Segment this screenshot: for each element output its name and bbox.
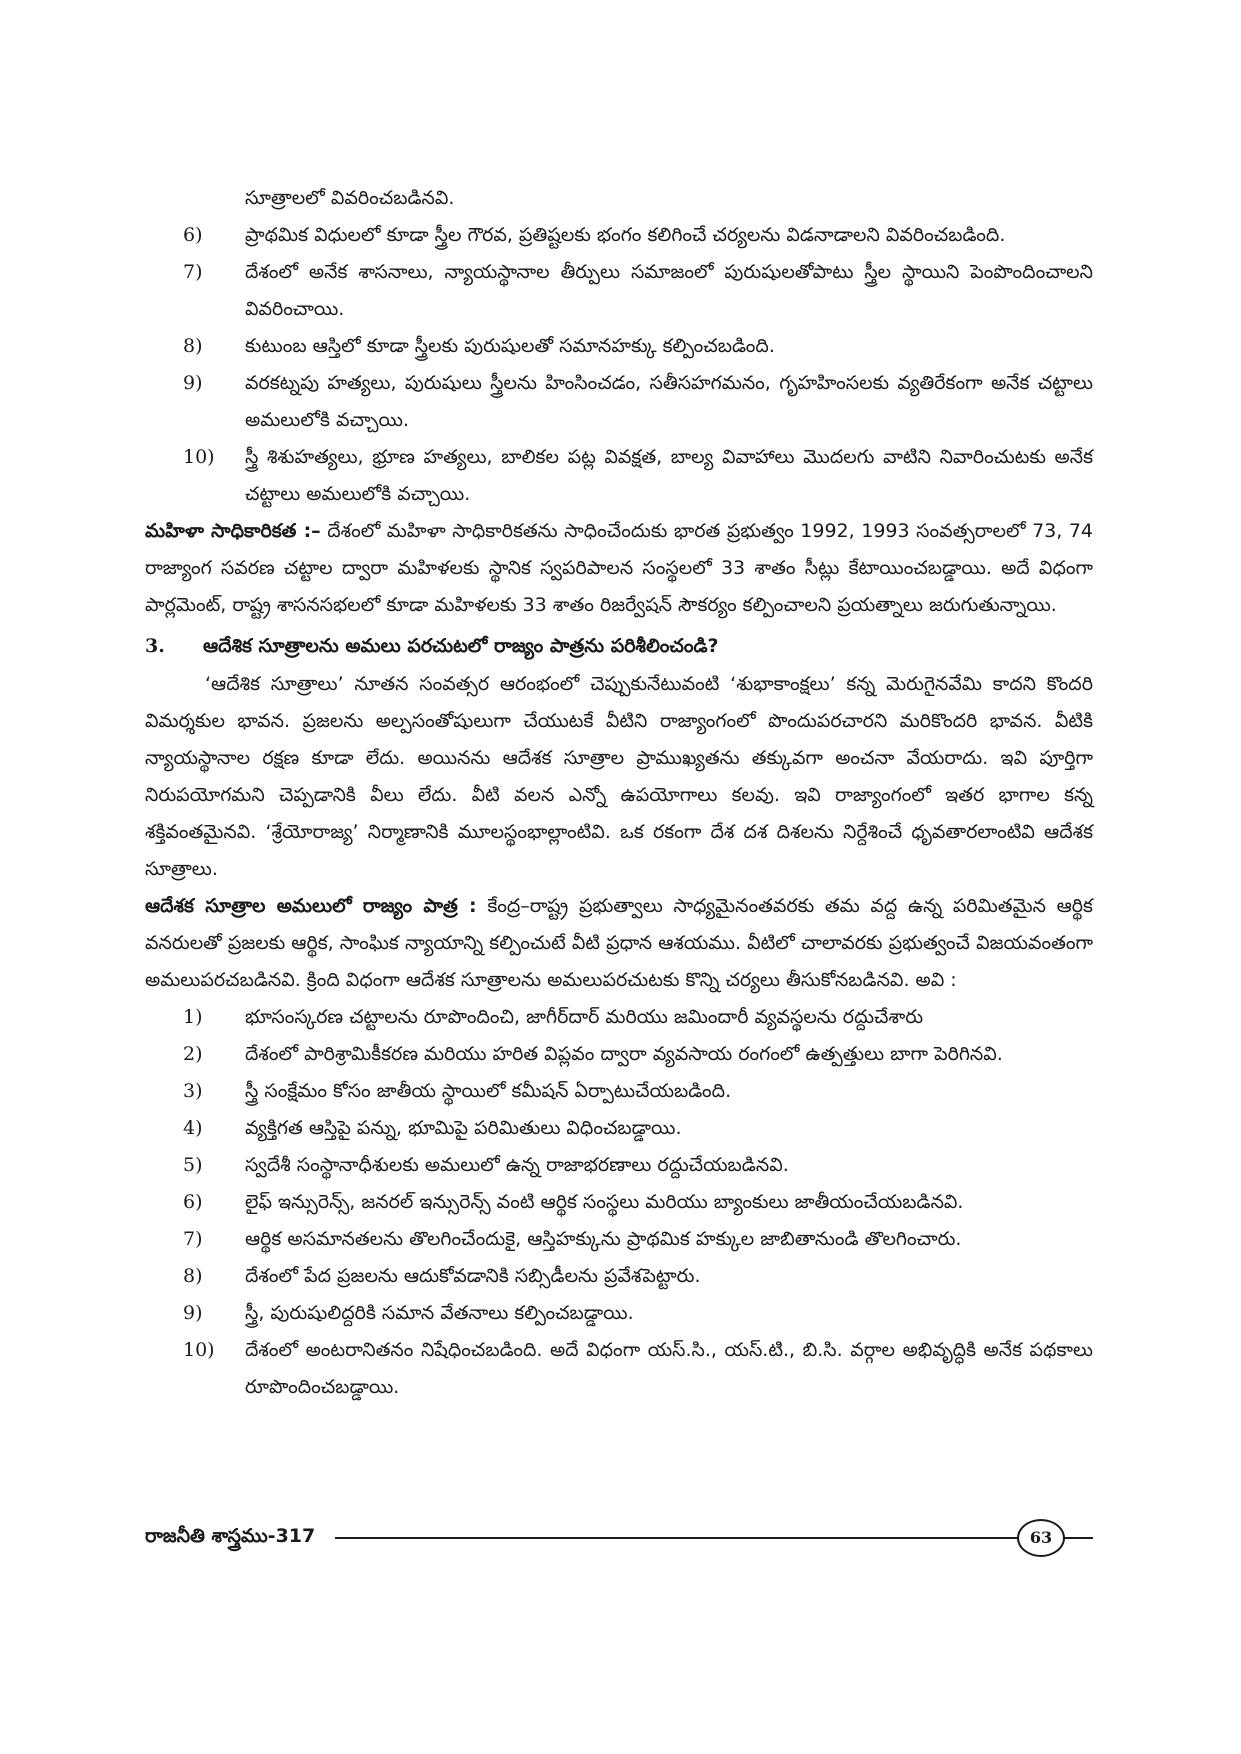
answer-paragraph: ‘ఆదేశిక సూత్రాలు’ నూతన సంవత్సర ఆరంభంలో చెప్పుకునేటువంటి ‘శుభాకాంక్షలు’ కన్న మెరుగైనవేమి కాదని కొందరి విమర్శకుల భావన. ప్రజలను అల్పసంతోషులుగా చేయుటకే వీటిని రాజ్యాంగంలో పొందుపరచారని మరికొందరి భావన. వీటికి న్యాయస్థానాల రక్షణ కూడా లేదు. అయినను ఆదేశక సూత్రాల ప్రాముఖ్యతను తక్కువగా అంచనా వేయరాదు. ఇవి పూర్తిగా నిరుపయోగమని చెప్పడానికి వీలు లేదు. వీటి వలన ఎన్నో ఉపయోగాలు కలవు. ఇవి రాజ్యాంగంలో ఇతర భాగాల కన్న శక్తివంతమైనవి. ‘శ్రేయోరాజ్య’ నిర్మాణానికి మూలస్థంభాల్లాంటివి. ఒక రకంగా దేశ దశ దిశలను నిర్దేశించే ధృవతారలాంటివి ఆదేశక సూత్రాలు.: [145, 673, 1093, 880]
list-item: [145, 1184, 1093, 1221]
list-item: [145, 1036, 1093, 1073]
item-text: ఆర్థిక అసమానతలను తొలగించేందుకై, ఆస్తిహక్కును ప్రాథమిక హక్కుల జాబితానుండి తొలగించారు.: [245, 1228, 962, 1250]
item-text: స్వదేశీ సంస్థానాధీశులకు అమలులో ఉన్న రాజాభరణాలు రద్దుచేయబడినవి.: [245, 1154, 789, 1176]
item-number: 8): [183, 335, 203, 357]
item-number: 2): [183, 1043, 203, 1065]
item-text: దేశంలో పేద ప్రజలను ఆదుకోవడానికి సబ్సిడీలను ప్రవేశపెట్టారు.: [245, 1265, 701, 1287]
item-number: 7): [183, 1228, 203, 1250]
role-text: కేంద్ర–రాష్ట్ర ప్రభుత్వాలు సాధ్యమైనంతవరకు తమ వద్ద ఉన్న పరిమితమైన ఆర్థిక వనరులతో ప్రజలకు ఆర్థిక, సాంఘిక న్యాయాన్ని కల్పించుటే వీటి ప్రధాన ఆశయము. వీటిలో చాలావరకు ప్రభుత్వంచే విజయవంతంగా అమలుపరచబడినవి. క్రింది విధంగా ఆదేశక సూత్రాలను అమలుపరచుటకు కొన్ని చర్యలు తీసుకోనబడినవి. అవి :: [145, 895, 1093, 991]
item-text: దేశంలో అంటరానితనం నిషేధించబడింది. అదే విధంగా యస్.సి., యస్.టి., బి.సి. వర్గాల అభివృద్ధికి అనేక పథకాలు రూపొందించబడ్డాయి.: [245, 1339, 1093, 1398]
list-item: [145, 328, 1093, 365]
item-text: వరకట్నపు హత్యలు, పురుషులు స్త్రీలను హింసించడం, సతీసహగమనం, గృహహింసలకు వ్యతిరేకంగా అనేక చట్టాలు అమలులోకి వచ్చాయి.: [245, 372, 1093, 431]
list-item: [145, 999, 1093, 1036]
item-number: 4): [183, 1117, 203, 1139]
role-paragraph: [145, 888, 1093, 999]
role-heading: ఆదేశక సూత్రాల అమలులో రాజ్యం పాత్ర :: [145, 895, 477, 917]
list-item: [145, 1073, 1093, 1110]
list-item: [145, 365, 1093, 439]
item-text: ప్రాథమిక విధులలో కూడా స్త్రీల గౌరవ, ప్రతిష్టలకు భంగం కలిగించే చర్యలను విడనాడాలని వివరించబడింది.: [245, 224, 1006, 246]
item-number: 6): [183, 224, 203, 246]
item-number: 5): [183, 1154, 203, 1176]
empowerment-text: దేశంలో మహిళా సాధికారికతను సాధించేందుకు భారత ప్రభుత్వం 1992, 1993 సంవత్సరాలలో 73, 74 రాజ్యాంగ సవరణ చట్టాల ద్వారా మహిళలకు స్థానిక స్వపరిపాలన సంస్థలలో 33 శాతం సీట్లు కేటాయించబడ్డాయి. అదే విధంగా పార్లమెంట్, రాష్ట్ర శాసనసభలలో కూడా మహిళలకు 33 శాతం రిజర్వేషన్ సౌకర్యం కల్పించాలని ప్రయత్నాలు జరుగుతున్నాయి.: [145, 520, 1093, 616]
list-item: [145, 217, 1093, 254]
page-body: [145, 180, 1093, 1406]
item-number: 10): [183, 1339, 215, 1361]
list-item: [145, 1332, 1093, 1406]
question-number: 3.: [145, 635, 165, 657]
item-text: లైఫ్ ఇన్సురెన్స్, జనరల్ ఇన్సురెన్స్ వంటి ఆర్థిక సంస్థలు మరియు బ్యాంకులు జాతీయంచేయబడినవి.: [245, 1191, 964, 1213]
continuation-line: సూత్రాలలో వివరించబడినవి.: [245, 187, 455, 209]
item-number: 10): [183, 446, 215, 468]
question-text: ఆదేశిక సూత్రాలను అమలు పరచుటలో రాజ్యం పాత్రను పరిశీలించండి?: [203, 635, 719, 657]
item-text: కుటుంబ ఆస్తిలో కూడా స్త్రీలకు పురుషులతో సమానహక్కు కల్పించబడింది.: [245, 335, 775, 357]
list-item: [145, 1110, 1093, 1147]
list-item: [145, 1258, 1093, 1295]
item-text: వ్యక్తిగత ఆస్తిపై పన్ను, భూమిపై పరిమితులు విధించబడ్డాయి.: [245, 1117, 682, 1139]
empowerment-paragraph: [145, 513, 1093, 624]
item-text: స్త్రీ సంక్షేమం కోసం జాతీయ స్థాయిలో కమీషన్ ఏర్పాటుచేయబడింది.: [245, 1080, 732, 1102]
item-text: దేశంలో అనేక శాసనాలు, న్యాయస్థానాల తీర్పులు సమాజంలో పురుషులతోపాటు స్త్రీల స్థాయిని పెంపొందించాలని వివరించాయి.: [245, 261, 1093, 320]
item-number: 7): [183, 261, 203, 283]
page-number: 63: [1017, 1519, 1065, 1557]
item-text: భూసంస్కరణ చట్టాలను రూపొందించి, జాగీర్‌దార్ మరియు జమిందారీ వ్యవస్థలను రద్దుచేశారు: [245, 1006, 924, 1028]
list-item: [145, 1147, 1093, 1184]
item-number: 6): [183, 1191, 203, 1213]
item-text: స్త్రీ శిశుహత్యలు, భ్రూణ హత్యలు, బాలికల పట్ల వివక్షత, బాల్య వివాహాలు మొదలగు వాటిని నివారించుటకు అనేక చట్టాలు అమలులోకి వచ్చాయి.: [245, 446, 1093, 505]
question-heading: [145, 626, 1093, 666]
list-item: [145, 254, 1093, 328]
item-text: దేశంలో పారిశ్రామికీకరణ మరియు హరిత విప్లవం ద్వారా వ్యవసాయ రంగంలో ఉత్పత్తులు బాగా పెరిగినవి.: [245, 1043, 1003, 1065]
footer-rule-end: [1063, 1537, 1093, 1539]
item-number: 8): [183, 1265, 203, 1287]
item-number: 1): [183, 1006, 203, 1028]
item-number: 9): [183, 372, 203, 394]
list-item: [145, 439, 1093, 513]
page-footer: [145, 1516, 1093, 1556]
list-item: [145, 1295, 1093, 1332]
list-item: [145, 1221, 1093, 1258]
empowerment-heading: మహిళా సాధికారికత :–: [145, 520, 321, 542]
item-text: స్త్రీ, పురుషులిద్దరికి సమాన వేతనాలు కల్పించబడ్డాయి.: [245, 1302, 634, 1324]
item-number: 3): [183, 1080, 203, 1102]
footer-title: రాజనీతి శాస్త్రము-317: [145, 1525, 316, 1547]
footer-rule: [335, 1537, 1033, 1539]
item-number: 9): [183, 1302, 203, 1324]
